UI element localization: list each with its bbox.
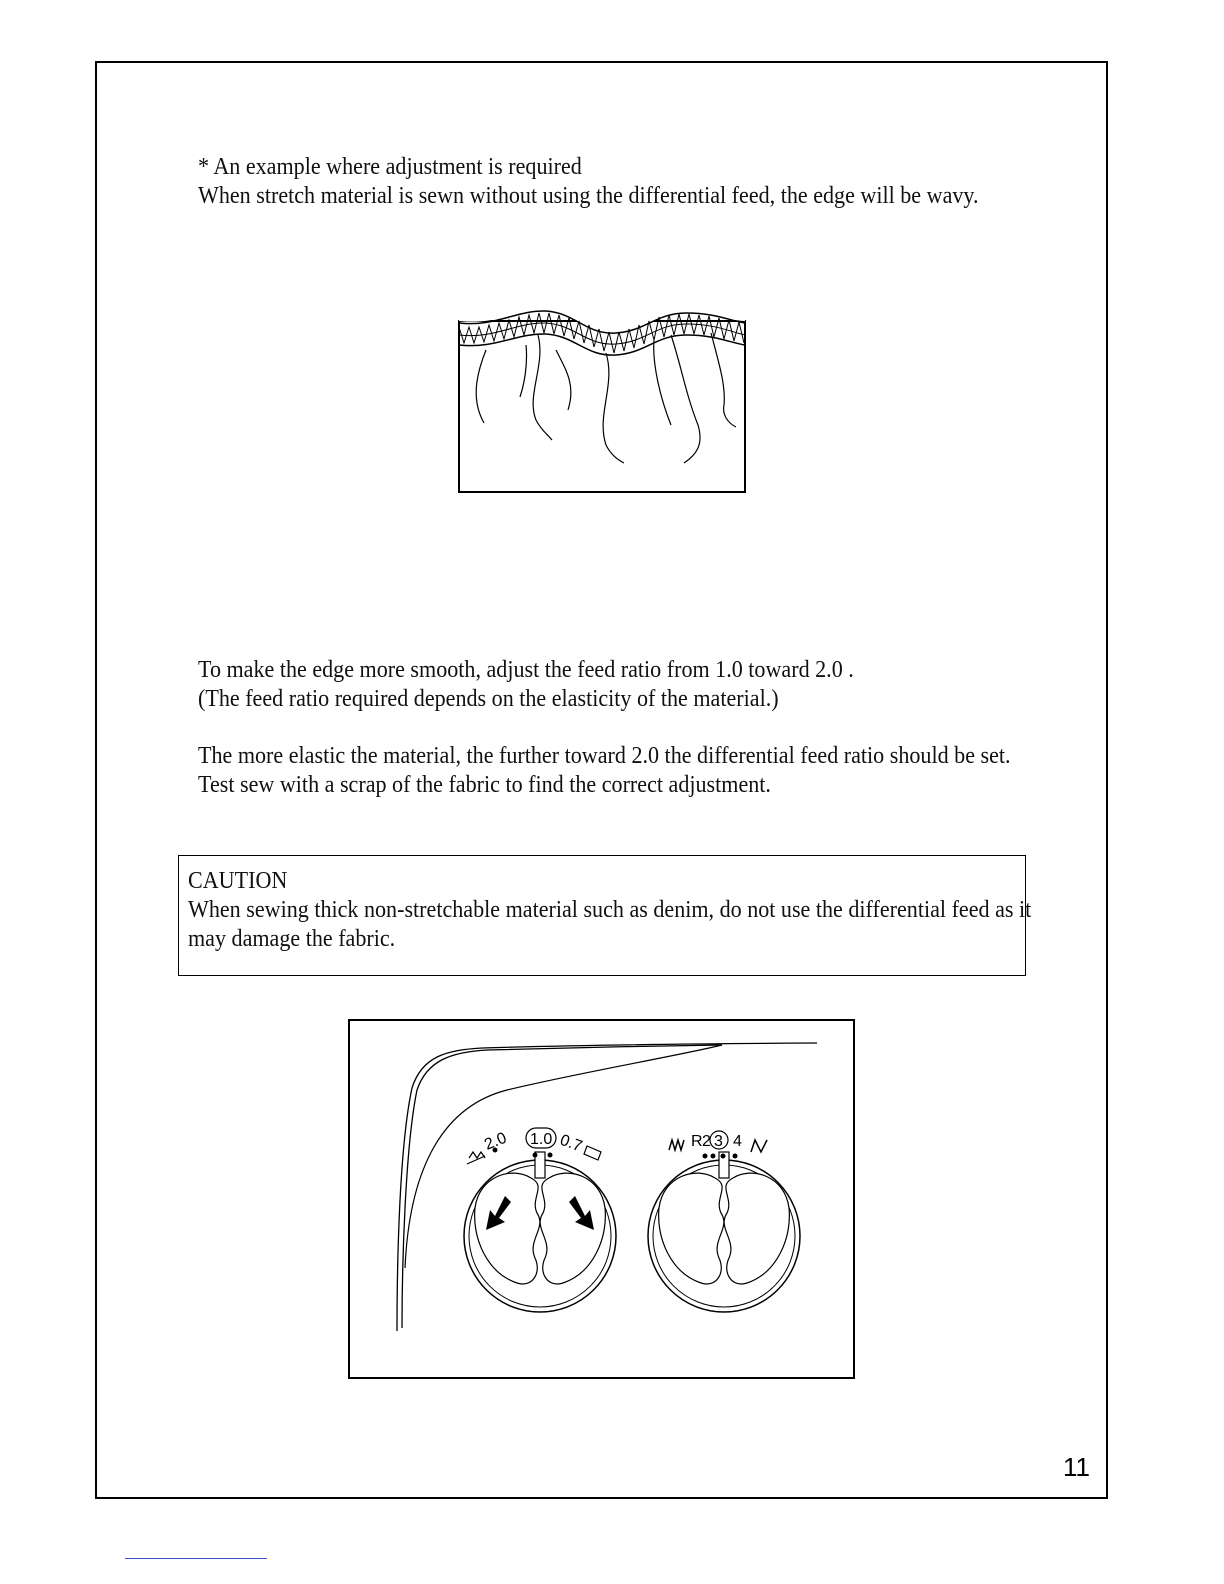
- dial-label-3: 3: [714, 1133, 723, 1150]
- page-number: 11: [1063, 1452, 1090, 1482]
- dial-label-2-0: 2.0: [482, 1129, 510, 1154]
- dial-label-1-0: 1.0: [530, 1131, 553, 1148]
- caution-content: [188, 867, 1032, 954]
- dial-label-4: 4: [733, 1133, 742, 1150]
- adjust-line-2: (The feed ratio required depends on the elasticity of the material.): [198, 686, 779, 712]
- dial-label-r: R: [691, 1133, 703, 1150]
- wavy-edge-illustration: [456, 305, 748, 495]
- fabric-outline: [459, 321, 745, 492]
- caution-title: CAUTION: [188, 868, 288, 894]
- dials-illustration: [347, 1018, 857, 1382]
- intro-paragraph: [198, 153, 1008, 211]
- adjust-paragraph: [198, 656, 1008, 714]
- intro-heading: * An example where adjustment is required: [198, 154, 582, 180]
- bottom-rule: [125, 1558, 267, 1559]
- adjust-line-1: To make the edge more smooth, adjust the feed ratio from 1.0 toward 2.0 .: [198, 657, 854, 683]
- dial-label-0-7: 0.7: [557, 1131, 585, 1156]
- caution-text: When sewing thick non-stretchable material such as denim, do not use the differential feed as it may damage the fabric.: [188, 897, 1032, 952]
- intro-body: When stretch material is sewn without using the differential feed, the edge will be wavy.: [198, 183, 979, 209]
- elastic-paragraph: The more elastic the material, the further toward 2.0 the differential feed ratio should be set. Test sew with a scrap of the fabric to find the correct adjustment.: [198, 743, 1011, 798]
- dial-label-2: 2: [702, 1133, 711, 1150]
